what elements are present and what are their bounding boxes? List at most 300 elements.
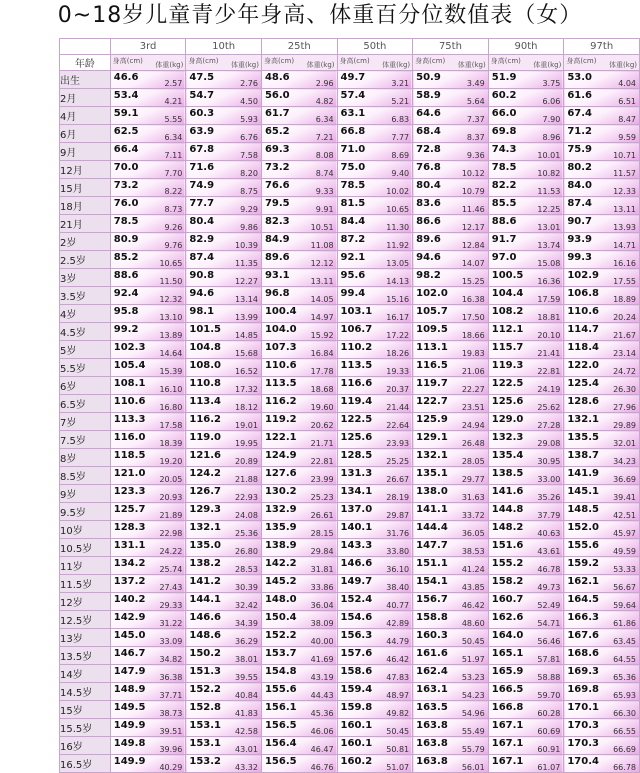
height-value: 160.1: [340, 720, 373, 731]
weight-value: 21.89: [159, 511, 183, 520]
value-cell: [337, 215, 413, 233]
weight-value: 17.22: [386, 331, 410, 340]
table-row: [60, 755, 640, 773]
table-row: [60, 521, 640, 539]
weight-value: 39.41: [613, 493, 636, 502]
height-value: 129.3: [189, 504, 221, 515]
height-value: 112.1: [491, 324, 524, 335]
height-value: 170.3: [567, 738, 599, 749]
value-cell: [488, 521, 564, 539]
percentile-header: 25th: [261, 39, 337, 55]
height-value: 103.1: [340, 306, 373, 317]
value-cell: [413, 233, 489, 251]
weight-value: 26.80: [235, 547, 258, 556]
height-value: 113.3: [113, 414, 146, 425]
height-value: 142.2: [264, 558, 297, 569]
table-row: [60, 251, 640, 269]
value-cell: [261, 611, 337, 629]
height-value: 154.6: [340, 612, 373, 623]
value-cell: [186, 557, 262, 575]
value-cell: [337, 233, 413, 251]
weight-value: 12.25: [537, 205, 561, 214]
age-cell: 12岁: [60, 593, 111, 611]
age-cell: 14.5岁: [60, 683, 111, 701]
height-value: 76.6: [264, 180, 290, 191]
height-value: 97.0: [491, 252, 517, 263]
value-cell: [110, 161, 186, 179]
value-cell: [488, 647, 564, 665]
height-value: 167.1: [491, 738, 524, 749]
weight-value: 7.77: [391, 133, 410, 142]
weight-value: 12.32: [159, 295, 183, 304]
height-value: 92.4: [113, 288, 139, 299]
height-value: 94.6: [416, 252, 441, 263]
table-row: [60, 629, 640, 647]
height-value: 122.7: [416, 396, 448, 407]
weight-value: 6.76: [240, 133, 258, 142]
value-cell: [488, 341, 564, 359]
weight-value: 26.48: [461, 439, 485, 448]
value-cell: [488, 71, 564, 89]
height-value: 160.7: [491, 594, 524, 605]
value-cell: [261, 377, 337, 395]
height-value: 155.6: [567, 540, 599, 551]
weight-value: 20.89: [235, 457, 258, 466]
height-value: 162.4: [416, 666, 448, 677]
height-value: 149.8: [113, 738, 146, 749]
weight-value: 20.93: [159, 493, 183, 502]
table-row: [60, 395, 640, 413]
height-value: 90.7: [567, 216, 593, 227]
value-cell: [261, 575, 337, 593]
weight-value: 19.01: [235, 421, 258, 430]
value-cell: [488, 251, 564, 269]
percentile-header: 75th: [413, 39, 489, 55]
value-cell: [261, 413, 337, 431]
weight-value: 11.08: [310, 241, 334, 250]
value-cell: [488, 665, 564, 683]
value-cell: [413, 593, 489, 611]
weight-value: 9.76: [164, 241, 183, 250]
height-value: 51.9: [491, 72, 517, 83]
value-cell: [337, 269, 413, 287]
height-unit-label: 身高(cm): [415, 57, 446, 65]
table-row: [60, 179, 640, 197]
age-cell: 8.5岁: [60, 467, 111, 485]
value-cell: [564, 269, 640, 287]
weight-value: 8.20: [240, 169, 258, 178]
value-cell: [186, 503, 262, 521]
value-cell: [261, 647, 337, 665]
age-cell: 18月: [60, 197, 111, 215]
unit-header-cell: [110, 55, 186, 71]
weight-value: 66.78: [613, 763, 636, 772]
weight-value: 48.97: [386, 691, 410, 700]
value-cell: [186, 179, 262, 197]
weight-value: 3.21: [391, 79, 410, 88]
value-cell: [413, 269, 489, 287]
height-value: 49.7: [340, 72, 366, 83]
weight-value: 9.91: [315, 205, 334, 214]
height-value: 131.1: [113, 540, 146, 551]
value-cell: [488, 125, 564, 143]
weight-value: 15.08: [537, 259, 561, 268]
weight-value: 60.69: [537, 727, 561, 736]
weight-value: 66.30: [613, 709, 636, 718]
value-cell: [110, 611, 186, 629]
value-cell: [413, 125, 489, 143]
height-value: 84.4: [340, 216, 366, 227]
weight-value: 24.72: [613, 367, 636, 376]
height-value: 127.6: [264, 468, 297, 479]
value-cell: [413, 503, 489, 521]
value-cell: [186, 251, 262, 269]
weight-value: 9.86: [240, 223, 258, 232]
weight-value: 34.82: [159, 655, 183, 664]
value-cell: [564, 359, 640, 377]
height-value: 132.3: [491, 432, 524, 443]
weight-unit-label: 体重(kg): [382, 61, 411, 69]
age-cell: 5.5岁: [60, 359, 111, 377]
height-value: 163.8: [416, 756, 448, 767]
value-cell: [337, 359, 413, 377]
weight-value: 54.23: [461, 691, 485, 700]
table-row: [60, 737, 640, 755]
weight-value: 29.77: [461, 475, 485, 484]
height-value: 101.5: [189, 324, 221, 335]
height-value: 116.2: [189, 414, 221, 425]
value-cell: [261, 215, 337, 233]
value-cell: [413, 197, 489, 215]
value-cell: [488, 215, 564, 233]
height-value: 146.7: [113, 648, 146, 659]
height-value: 125.7: [113, 504, 146, 515]
weight-value: 11.50: [159, 277, 183, 286]
value-cell: [261, 341, 337, 359]
weight-value: 53.33: [613, 565, 636, 574]
age-cell: 8岁: [60, 449, 111, 467]
age-cell: 13.5岁: [60, 647, 111, 665]
age-cell: 12.5岁: [60, 611, 111, 629]
height-value: 85.2: [113, 252, 139, 263]
weight-value: 17.78: [310, 367, 334, 376]
weight-value: 6.06: [542, 97, 561, 106]
value-cell: [337, 683, 413, 701]
weight-value: 2.57: [164, 79, 183, 88]
weight-value: 6.34: [164, 133, 183, 142]
height-value: 54.7: [189, 90, 215, 101]
value-cell: [261, 125, 337, 143]
weight-value: 38.73: [159, 709, 183, 718]
value-cell: [186, 341, 262, 359]
value-cell: [488, 359, 564, 377]
weight-value: 19.83: [461, 349, 485, 358]
weight-value: 51.97: [461, 655, 485, 664]
weight-value: 43.61: [537, 547, 561, 556]
height-value: 160.1: [340, 738, 373, 749]
weight-value: 40.29: [159, 763, 183, 772]
value-cell: [488, 179, 564, 197]
value-cell: [110, 143, 186, 161]
table-row: [60, 611, 640, 629]
height-value: 155.2: [491, 558, 524, 569]
table-row: [60, 647, 640, 665]
weight-value: 60.91: [537, 745, 561, 754]
weight-value: 13.11: [310, 277, 334, 286]
value-cell: [564, 287, 640, 305]
height-value: 126.7: [189, 486, 221, 497]
height-value: 88.6: [113, 270, 139, 281]
weight-value: 5.64: [466, 97, 485, 106]
value-cell: [564, 755, 640, 773]
age-cell: 4.5岁: [60, 323, 111, 341]
value-cell: [186, 431, 262, 449]
value-cell: [110, 125, 186, 143]
value-cell: [488, 575, 564, 593]
value-cell: [110, 737, 186, 755]
value-cell: [186, 485, 262, 503]
weight-value: 18.81: [537, 313, 561, 322]
weight-value: 51.07: [386, 763, 410, 772]
value-cell: [337, 737, 413, 755]
value-cell: [186, 521, 262, 539]
value-cell: [488, 323, 564, 341]
table-row: [60, 593, 640, 611]
weight-value: 11.30: [386, 223, 410, 232]
value-cell: [488, 287, 564, 305]
value-cell: [488, 629, 564, 647]
value-cell: [564, 575, 640, 593]
table-row: [60, 305, 640, 323]
height-value: 152.4: [340, 594, 373, 605]
weight-value: 4.50: [240, 97, 258, 106]
weight-value: 26.30: [613, 385, 636, 394]
height-value: 110.6: [113, 396, 146, 407]
weight-value: 5.21: [391, 97, 410, 106]
weight-value: 49.73: [537, 583, 561, 592]
weight-value: 38.01: [235, 655, 258, 664]
height-value: 156.5: [264, 756, 297, 767]
weight-value: 66.55: [613, 727, 636, 736]
value-cell: [110, 521, 186, 539]
height-value: 149.5: [113, 702, 146, 713]
table-row: [60, 377, 640, 395]
table-row: [60, 233, 640, 251]
value-cell: [413, 377, 489, 395]
height-value: 61.7: [264, 108, 290, 119]
height-value: 123.3: [113, 486, 146, 497]
weight-value: 36.05: [461, 529, 485, 538]
height-value: 76.8: [416, 162, 441, 173]
value-cell: [413, 413, 489, 431]
value-cell: [110, 665, 186, 683]
height-value: 91.7: [491, 234, 517, 245]
weight-value: 9.40: [391, 169, 410, 178]
weight-value: 55.49: [461, 727, 485, 736]
weight-unit-label: 体重(kg): [230, 61, 259, 69]
value-cell: [564, 125, 640, 143]
weight-value: 40.63: [537, 529, 561, 538]
height-value: 76.0: [113, 198, 139, 209]
weight-value: 22.93: [235, 493, 258, 502]
height-value: 89.6: [416, 234, 441, 245]
table-row: [60, 665, 640, 683]
age-cell: 9岁: [60, 485, 111, 503]
height-value: 121.0: [113, 468, 146, 479]
height-value: 146.6: [189, 612, 221, 623]
age-cell: 15月: [60, 179, 111, 197]
height-value: 115.7: [491, 342, 524, 353]
value-cell: [413, 557, 489, 575]
value-cell: [186, 647, 262, 665]
value-cell: [413, 395, 489, 413]
weight-value: 36.29: [235, 637, 258, 646]
value-cell: [261, 197, 337, 215]
weight-value: 17.50: [461, 313, 485, 322]
value-cell: [261, 233, 337, 251]
unit-header-cell: [413, 55, 489, 71]
age-header: 年龄: [60, 55, 111, 71]
weight-value: 11.35: [235, 259, 258, 268]
height-value: 104.0: [264, 324, 297, 335]
height-value: 148.5: [567, 504, 599, 515]
weight-value: 9.29: [240, 205, 258, 214]
height-value: 119.2: [264, 414, 297, 425]
value-cell: [337, 449, 413, 467]
height-value: 66.8: [340, 126, 366, 137]
height-value: 57.4: [340, 90, 366, 101]
table-row: [60, 413, 640, 431]
value-cell: [337, 161, 413, 179]
value-cell: [186, 395, 262, 413]
weight-value: 10.71: [613, 151, 636, 160]
value-cell: [110, 197, 186, 215]
value-cell: [488, 143, 564, 161]
value-cell: [110, 377, 186, 395]
table-row: [60, 197, 640, 215]
height-value: 148.6: [189, 630, 221, 641]
value-cell: [564, 521, 640, 539]
weight-value: 35.26: [537, 493, 561, 502]
height-value: 69.8: [491, 126, 517, 137]
table-row: [60, 467, 640, 485]
weight-value: 23.93: [386, 439, 410, 448]
weight-value: 55.79: [461, 745, 485, 754]
value-cell: [337, 251, 413, 269]
height-value: 59.1: [113, 108, 139, 119]
height-value: 99.4: [340, 288, 366, 299]
height-value: 108.1: [113, 378, 146, 389]
weight-value: 34.23: [613, 457, 636, 466]
height-value: 148.2: [491, 522, 524, 533]
value-cell: [564, 611, 640, 629]
value-cell: [261, 467, 337, 485]
weight-value: 41.83: [235, 709, 258, 718]
weight-value: 27.28: [537, 421, 561, 430]
weight-value: 22.81: [310, 457, 334, 466]
weight-value: 13.14: [235, 295, 258, 304]
height-value: 93.9: [567, 234, 593, 245]
height-value: 149.9: [113, 720, 146, 731]
weight-value: 43.85: [461, 583, 485, 592]
weight-value: 46.06: [310, 727, 334, 736]
height-value: 132.1: [416, 450, 448, 461]
height-value: 60.2: [491, 90, 517, 101]
value-cell: [413, 485, 489, 503]
weight-value: 10.65: [159, 259, 183, 268]
value-cell: [488, 395, 564, 413]
value-cell: [261, 539, 337, 557]
age-cell: 11.5岁: [60, 575, 111, 593]
value-cell: [488, 503, 564, 521]
value-cell: [261, 143, 337, 161]
weight-value: 11.92: [386, 241, 410, 250]
height-value: 167.1: [491, 720, 524, 731]
height-value: 75.0: [340, 162, 366, 173]
value-cell: [261, 269, 337, 287]
value-cell: [110, 503, 186, 521]
height-value: 160.2: [340, 756, 373, 767]
weight-value: 12.33: [613, 187, 636, 196]
weight-value: 12.12: [310, 259, 334, 268]
height-value: 116.6: [340, 378, 373, 389]
value-cell: [110, 647, 186, 665]
height-value: 53.4: [113, 90, 139, 101]
weight-value: 42.89: [386, 619, 410, 628]
age-cell: 3.5岁: [60, 287, 111, 305]
weight-value: 47.83: [386, 673, 410, 682]
height-value: 108.2: [491, 306, 524, 317]
weight-value: 25.23: [310, 493, 334, 502]
height-value: 135.1: [416, 468, 448, 479]
weight-value: 36.69: [613, 475, 636, 484]
height-value: 74.3: [491, 144, 517, 155]
weight-value: 25.36: [235, 529, 258, 538]
value-cell: [337, 503, 413, 521]
weight-value: 16.10: [159, 385, 183, 394]
value-cell: [337, 305, 413, 323]
height-unit-label: 身高(cm): [112, 57, 143, 65]
height-value: 109.5: [416, 324, 448, 335]
value-cell: [564, 233, 640, 251]
weight-value: 10.65: [386, 205, 410, 214]
age-cell: 6岁: [60, 377, 111, 395]
height-value: 102.3: [113, 342, 146, 353]
weight-value: 29.89: [613, 421, 636, 430]
height-value: 163.8: [416, 738, 448, 749]
value-cell: [488, 89, 564, 107]
percentile-header: 90th: [488, 39, 564, 55]
height-value: 162.1: [567, 576, 599, 587]
value-cell: [413, 251, 489, 269]
weight-value: 31.81: [310, 565, 334, 574]
height-value: 152.2: [189, 684, 221, 695]
weight-value: 39.96: [159, 745, 183, 754]
height-value: 80.9: [113, 234, 139, 245]
value-cell: [564, 395, 640, 413]
height-value: 87.4: [567, 198, 593, 209]
height-value: 170.3: [567, 720, 599, 731]
height-value: 131.3: [340, 468, 373, 479]
height-value: 148.0: [264, 594, 297, 605]
value-cell: [337, 665, 413, 683]
weight-value: 33.09: [159, 637, 183, 646]
height-value: 153.2: [189, 756, 221, 767]
height-value: 73.2: [113, 180, 139, 191]
table-row: [60, 89, 640, 107]
height-value: 156.3: [340, 630, 373, 641]
height-value: 82.2: [491, 180, 517, 191]
